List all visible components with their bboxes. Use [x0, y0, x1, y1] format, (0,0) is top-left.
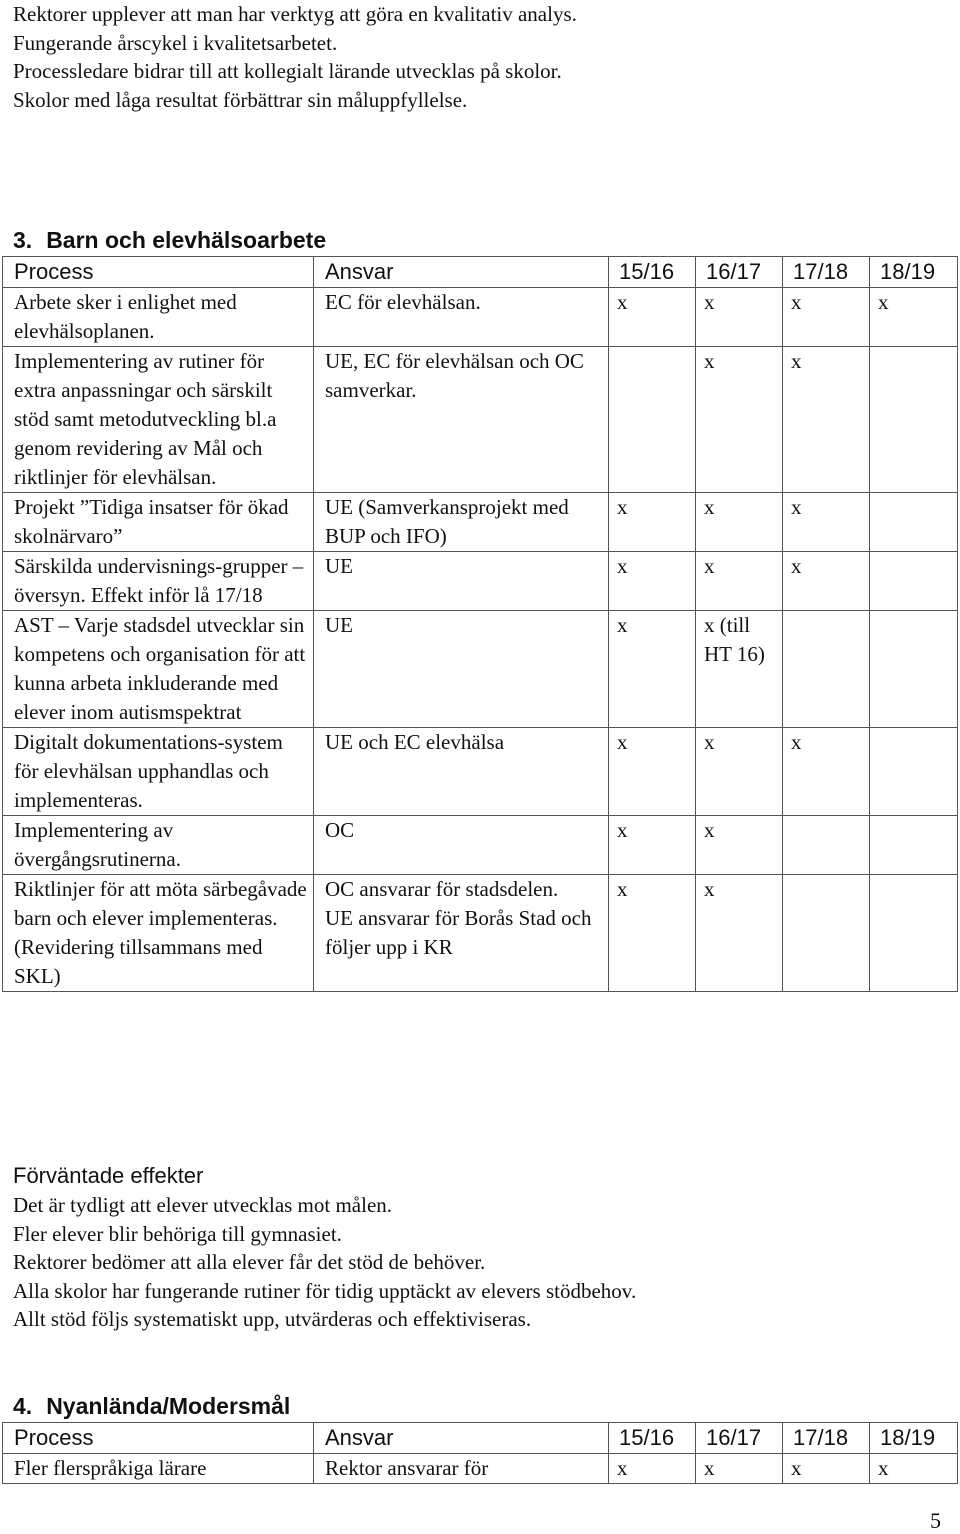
intro-text — [13, 0, 577, 114]
year-cell — [870, 552, 958, 611]
ansvar-cell: Rektor ansvarar för — [314, 1454, 609, 1484]
year-cell — [783, 611, 870, 728]
header-year: 16/17 — [696, 1423, 783, 1454]
process-cell: Digitalt dokumentations-system för elevhälsan upphandlas och implementeras. — [3, 728, 314, 816]
year-cell: x — [696, 1454, 783, 1484]
year-cell: x — [783, 493, 870, 552]
process-cell: Projekt ”Tidiga insatser för ökad skolnärvaro” — [3, 493, 314, 552]
section-title: Nyanlända/Modersmål — [46, 1393, 291, 1419]
table-row — [3, 552, 958, 611]
effect-line: Allt stöd följs systematiskt upp, utvärderas och effektiviseras. — [13, 1307, 532, 1332]
year-cell — [870, 347, 958, 493]
process-table-3 — [2, 256, 958, 992]
year-cell: x — [870, 1454, 958, 1484]
year-cell: x — [609, 875, 696, 992]
table-row — [3, 288, 958, 347]
section-heading-4 — [13, 1392, 290, 1420]
table-row — [3, 875, 958, 992]
header-year: 17/18 — [783, 257, 870, 288]
process-table-4 — [2, 1422, 958, 1484]
year-cell — [870, 728, 958, 816]
header-year: 17/18 — [783, 1423, 870, 1454]
ansvar-cell: UE, EC för elevhälsan och OC samverkar. — [314, 347, 609, 493]
process-cell: AST – Varje stadsdel utvecklar sin kompetens och organisation för att kunna arbeta inkluderande med elever inom autismspektrat — [3, 611, 314, 728]
year-cell: x (till HT 16) — [696, 611, 783, 728]
table-header-row — [3, 1423, 958, 1454]
ansvar-cell: OC — [314, 816, 609, 875]
year-cell — [870, 611, 958, 728]
year-cell: x — [609, 1454, 696, 1484]
effect-line: Alla skolor har fungerande rutiner för tidig upptäckt av elevers stödbehov. — [13, 1278, 637, 1303]
process-cell: Arbete sker i enlighet med elevhälsoplanen. — [3, 288, 314, 347]
process-cell: Implementering av rutiner för extra anpassningar och särskilt stöd samt metodutveckling bl.a genom revidering av Mål och riktlinjer för elevhälsan. — [3, 347, 314, 493]
header-process: Process — [3, 257, 314, 288]
header-year: 15/16 — [609, 257, 696, 288]
intro-line: Rektorer upplever att man har verktyg att göra en kvalitativ analys. — [13, 2, 577, 26]
process-cell: Riktlinjer för att möta särbegåvade barn och elever implementeras. (Revidering tillsammans med SKL) — [3, 875, 314, 992]
header-ansvar: Ansvar — [314, 257, 609, 288]
header-year: 15/16 — [609, 1423, 696, 1454]
table-row — [3, 347, 958, 493]
header-ansvar: Ansvar — [314, 1423, 609, 1454]
year-cell: x — [696, 347, 783, 493]
table-row — [3, 728, 958, 816]
year-cell: x — [609, 728, 696, 816]
year-cell: x — [609, 611, 696, 728]
year-cell: x — [609, 552, 696, 611]
year-cell: x — [609, 816, 696, 875]
intro-line: Skolor med låga resultat förbättrar sin måluppfyllelse. — [13, 87, 468, 112]
year-cell: x — [783, 552, 870, 611]
year-cell — [609, 347, 696, 493]
year-cell: x — [783, 288, 870, 347]
intro-line: Processledare bidrar till att kollegialt lärande utvecklas på skolor. — [13, 59, 562, 84]
effects-list — [13, 1191, 636, 1334]
year-cell — [783, 875, 870, 992]
year-cell — [870, 875, 958, 992]
ansvar-cell: UE — [314, 552, 609, 611]
table-row — [3, 816, 958, 875]
table-row — [3, 1454, 958, 1484]
year-cell: x — [696, 728, 783, 816]
ansvar-cell: OC ansvarar för stadsdelen. UE ansvarar för Borås Stad och följer upp i KR — [314, 875, 609, 992]
section-heading-3 — [13, 226, 326, 254]
year-cell — [870, 816, 958, 875]
section-title: Barn och elevhälsoarbete — [46, 227, 327, 253]
year-cell: x — [783, 728, 870, 816]
header-year: 18/19 — [870, 257, 958, 288]
header-year: 18/19 — [870, 1423, 958, 1454]
year-cell: x — [870, 288, 958, 347]
section-number: 4. — [13, 1393, 33, 1419]
year-cell: x — [783, 347, 870, 493]
year-cell — [783, 816, 870, 875]
header-process: Process — [3, 1423, 314, 1454]
intro-line: Fungerande årscykel i kvalitetsarbetet. — [13, 30, 338, 55]
table-row — [3, 493, 958, 552]
year-cell — [870, 493, 958, 552]
effect-line: Det är tydligt att elever utvecklas mot målen. — [13, 1193, 393, 1217]
ansvar-cell: UE — [314, 611, 609, 728]
year-cell: x — [609, 288, 696, 347]
year-cell: x — [696, 288, 783, 347]
table-header-row — [3, 257, 958, 288]
ansvar-cell: EC för elevhälsan. — [314, 288, 609, 347]
effect-line: Rektorer bedömer att alla elever får det stöd de behöver. — [13, 1250, 486, 1275]
year-cell: x — [696, 552, 783, 611]
year-cell: x — [696, 875, 783, 992]
table-row — [3, 611, 958, 728]
process-cell: Fler flerspråkiga lärare — [3, 1454, 314, 1484]
year-cell: x — [696, 816, 783, 875]
process-cell: Implementering av övergångsrutinerna. — [3, 816, 314, 875]
ansvar-cell: UE (Samverkansprojekt med BUP och IFO) — [314, 493, 609, 552]
year-cell: x — [696, 493, 783, 552]
section-number: 3. — [13, 227, 33, 253]
effects-heading: Förväntade effekter — [13, 1163, 204, 1188]
year-cell: x — [609, 493, 696, 552]
page-number: 5 — [930, 1508, 941, 1533]
process-cell: Särskilda undervisnings-grupper – översyn. Effekt inför lå 17/18 — [3, 552, 314, 611]
header-year: 16/17 — [696, 257, 783, 288]
year-cell: x — [783, 1454, 870, 1484]
effect-line: Fler elever blir behöriga till gymnasiet. — [13, 1221, 342, 1246]
ansvar-cell: UE och EC elevhälsa — [314, 728, 609, 816]
